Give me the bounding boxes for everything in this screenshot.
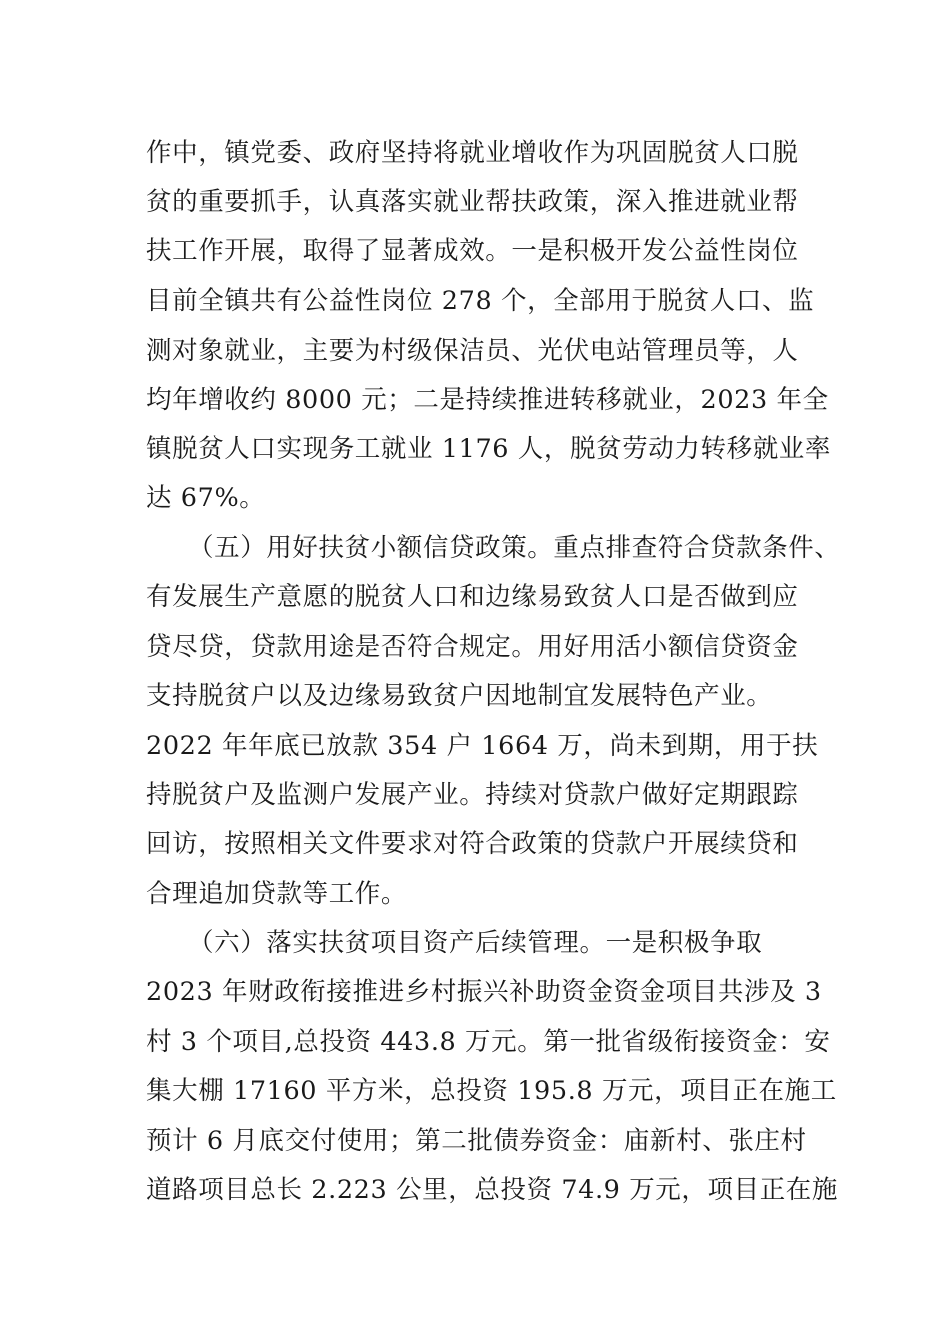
text-line: 支持脱贫户以及边缘易致贫户因地制宜发展特色产业。 [146, 681, 773, 711]
text-line: 扶工作开展，取得了显著成效。一是积极开发公益性岗位 [146, 236, 799, 266]
text-line: 回访，按照相关文件要求对符合政策的贷款户开展续贷和 [146, 829, 799, 859]
text-line: 贷尽贷，贷款用途是否符合规定。用好用活小额信贷资金 [146, 632, 799, 662]
text-line: 贫的重要抓手，认真落实就业帮扶政策，深入推进就业帮 [146, 187, 799, 217]
text-line: 作中，镇党委、政府坚持将就业增收作为巩固脱贫人口脱 [146, 138, 799, 168]
text-line: 目前全镇共有公益性岗位 278 个，全部用于脱贫人口、监 [146, 286, 815, 316]
paragraph-heading-6: （六）落实扶贫项目资产后续管理。一是积极争取 [188, 928, 763, 958]
text-line: 2022 年年底已放款 354 户 1664 万，尚未到期，用于扶 [146, 731, 819, 761]
text-line: 道路项目总长 2.223 公里，总投资 74.9 万元，项目正在施 [146, 1175, 839, 1205]
text-line: 预计 6 月底交付使用；第二批债券资金：庙新村、张庄村 [146, 1126, 807, 1156]
text-line: 有发展生产意愿的脱贫人口和边缘易致贫人口是否做到应 [146, 582, 799, 612]
text-line: 2023 年财政衔接推进乡村振兴补助资金资金项目共涉及 3 [146, 977, 822, 1007]
text-line: 达 67%。 [146, 483, 266, 513]
text-line: 持脱贫户及监测户发展产业。持续对贷款户做好定期跟踪 [146, 780, 799, 810]
text-line: 均年增收约 8000 元；二是持续推进转移就业，2023 年全 [146, 385, 829, 415]
text-line: 村 3 个项目,总投资 443.8 万元。第一批省级衔接资金：安 [146, 1027, 831, 1057]
paragraph-heading-5: （五）用好扶贫小额信贷政策。重点排查符合贷款条件、 [188, 533, 841, 563]
text-line: 集大棚 17160 平方米，总投资 195.8 万元，项目正在施工 [146, 1076, 837, 1106]
text-line: 镇脱贫人口实现务工就业 1176 人，脱贫劳动力转移就业率 [146, 434, 832, 464]
text-line: 合理追加贷款等工作。 [146, 879, 408, 909]
text-line: 测对象就业，主要为村级保洁员、光伏电站管理员等，人 [146, 336, 799, 366]
